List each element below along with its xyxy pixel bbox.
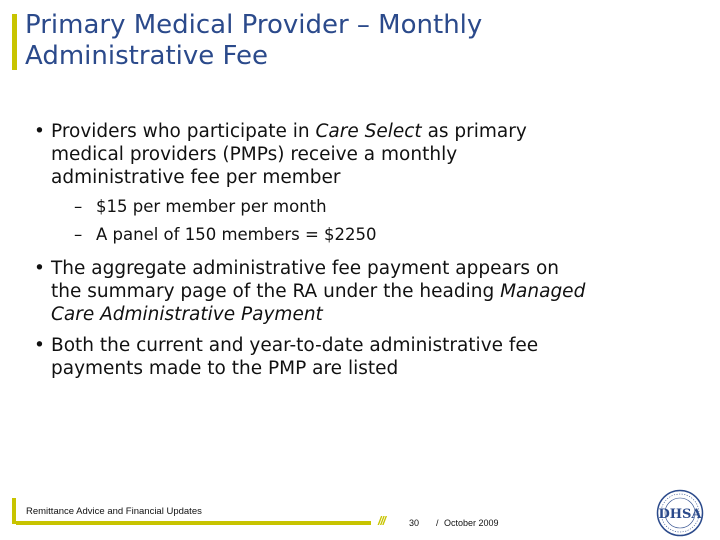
state-seal-logo-icon — [656, 489, 704, 537]
sub-bullet-list — [74, 197, 594, 245]
bullet-emphasis: Care Select — [315, 121, 422, 142]
bullet-text: The aggregate administrative fee payment appears on the summary page of the RA under the heading — [51, 258, 559, 302]
footer-date: October 2009 — [444, 518, 499, 528]
logo-lettering: DHSA — [658, 507, 702, 522]
sub-bullet-text: A panel of 150 members = $2250 — [96, 225, 377, 244]
bullet-text: Providers who participate in — [51, 121, 316, 142]
slide-title-line2: Administrative Fee — [25, 41, 269, 71]
slide-title — [25, 10, 685, 72]
sub-bullet-item — [74, 225, 594, 245]
footer-title: Remittance Advice and Financial Updates — [26, 506, 202, 517]
bullet-item — [34, 120, 594, 189]
footer-accent-line — [16, 521, 371, 525]
slide-content — [34, 120, 594, 388]
dash-marker: – — [74, 225, 83, 244]
page-number: 30 — [409, 518, 420, 528]
bullet-text: as primary medical providers (PMPs) receive a monthly administrative fee per member — [51, 121, 527, 188]
bullet-text: Both the current and year-to-date administrative fee payments made to the PMP are listed — [51, 335, 539, 379]
title-accent-bar — [12, 14, 17, 70]
slide-title-line1: Primary Medical Provider – Monthly — [25, 10, 483, 40]
footer-slashes: /// — [378, 514, 386, 528]
sub-bullet-text: $15 per member per month — [96, 197, 327, 216]
footer-separator: / — [436, 518, 439, 528]
sub-bullet-item — [74, 197, 594, 217]
bullet-item — [34, 334, 594, 380]
dash-marker: – — [74, 197, 83, 216]
bullet-marker: • — [34, 258, 45, 279]
bullet-marker: • — [34, 335, 45, 356]
bullet-marker: • — [34, 121, 45, 142]
bullet-item — [34, 257, 594, 326]
bullet-emphasis: Managed Care Administrative Payment — [51, 281, 586, 325]
